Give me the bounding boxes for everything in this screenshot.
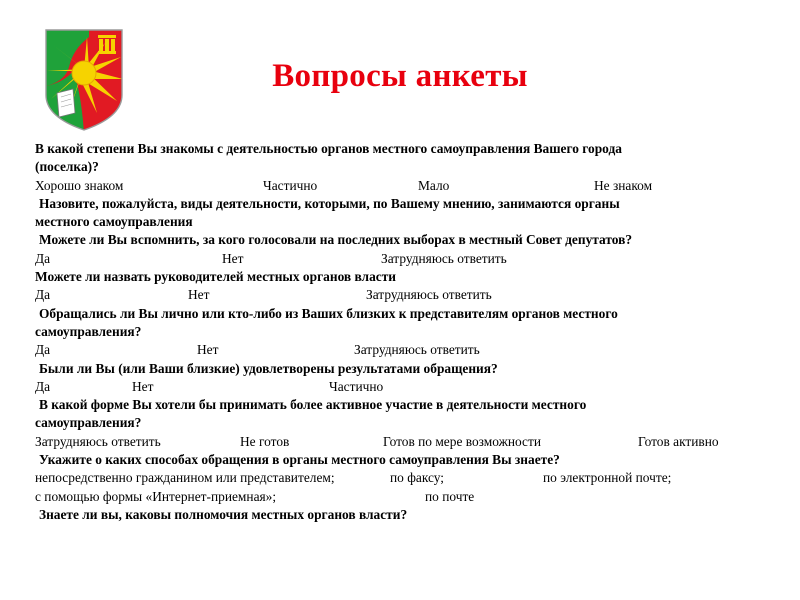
question-6-options [35,378,770,396]
option-label: непосредственно гражданином или представителем; [35,470,335,486]
page-title: Вопросы анкеты [272,58,528,94]
question-5-options [35,341,770,359]
option-label: Готов по мере возможности [383,433,542,449]
option-label: Нет [197,342,219,358]
option-label: по электронной почте; [543,470,672,486]
question-1-line-2: (поселка)? [35,159,99,175]
option-label: Нет [132,378,154,394]
option-label: Да [35,287,51,303]
question-7-line-1: В какой форме Вы хотели бы принимать более активное участие в деятельности местного [39,397,587,413]
question-8-options-row-2 [35,488,770,506]
option-label: Нет [222,250,244,266]
question-4-line-1: Можете ли назвать руководителей местных органов власти [35,269,397,285]
question-3-options [35,250,770,268]
option-label: Да [35,342,51,358]
question-8-options-row-1 [35,469,770,487]
option-label: Затрудняюсь ответить [35,433,161,449]
option-label: Нет [188,287,210,303]
questionnaire [35,140,770,524]
option-label: Готов активно [638,433,719,449]
option-label: Да [35,250,51,266]
option-label: Затрудняюсь ответить [366,287,492,303]
question-1-options [35,177,770,195]
question-7-options [35,433,770,451]
option-label: по факсу; [390,470,445,486]
option-label: Хорошо знаком [35,177,124,193]
question-9-line-1: Знаете ли вы, каковы полномочия местных органов власти? [39,506,408,522]
option-label: Мало [418,177,450,193]
question-5-line-1: Обращались ли Вы лично или кто-либо из Ваших близких к представителям органов местного [39,305,618,321]
option-label: Затрудняюсь ответить [381,250,507,266]
option-label: по почте [425,488,475,504]
question-5-line-2: самоуправления? [35,323,142,339]
option-label: Затрудняюсь ответить [354,342,480,358]
question-6-line-1: Были ли Вы (или Ваши близкие) удовлетворены результатами обращения? [39,360,498,376]
question-1-line-1: В какой степени Вы знакомы с деятельностью органов местного самоуправления Вашего города [35,141,622,156]
question-4-options [35,286,770,304]
option-label: Не готов [240,433,290,449]
question-2-line-2: местного самоуправления [35,214,193,230]
option-label: Частично [263,177,318,193]
option-label: Да [35,378,51,394]
option-label: с помощью формы «Интернет-приемная»; [35,488,277,504]
question-8-line-1: Укажите о каких способах обращения в органы местного самоуправления Вы знаете? [39,452,560,468]
question-3-line-1: Можете ли Вы вспомнить, за кого голосовали на последних выборах в местный Совет депутатов? [39,232,633,248]
question-7-line-2: самоуправления? [35,415,142,431]
option-label: Не знаком [594,177,653,193]
option-label: Частично [329,378,384,394]
question-2-line-1: Назовите, пожалуйста, виды деятельности, которыми, по Вашему мнению, занимаются органы [39,195,620,211]
